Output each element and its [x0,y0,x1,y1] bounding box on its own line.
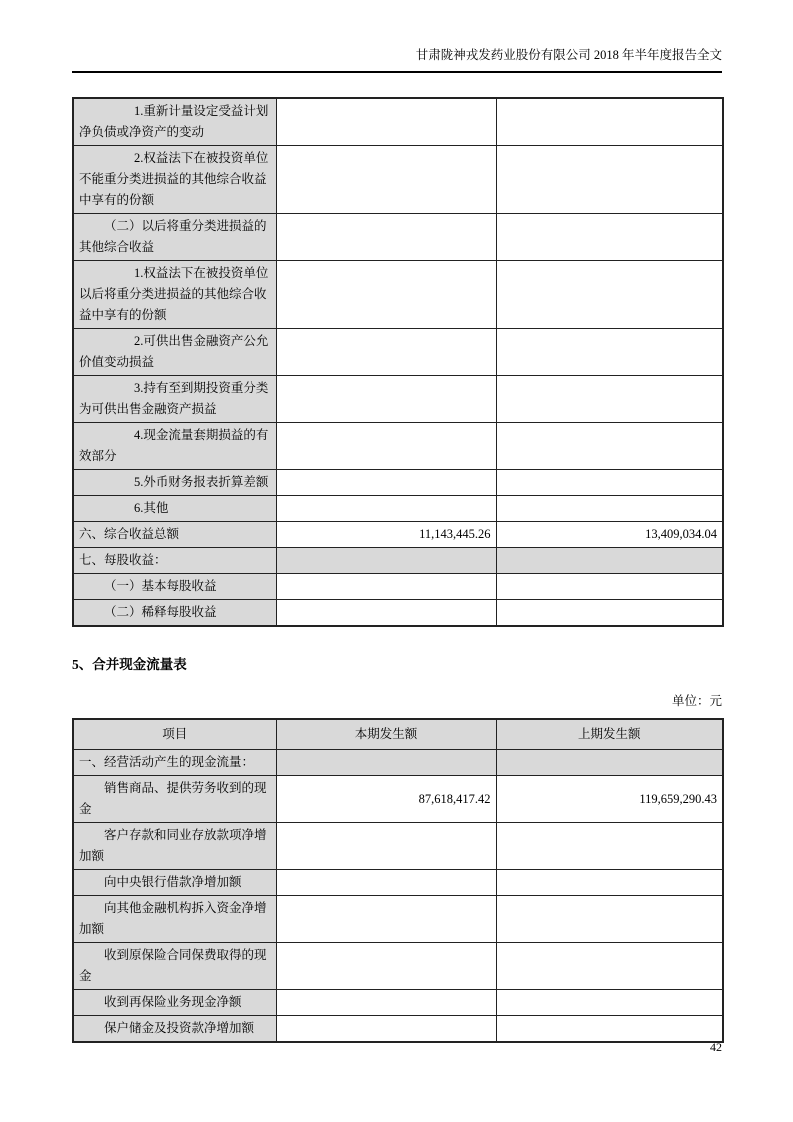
row-label: 3.持有至到期投资重分类为可供出售金融资产损益 [73,376,276,423]
table-row [73,600,723,627]
unit-label: 单位：元 [671,694,722,708]
current-period-value [276,261,496,329]
prior-period-value [496,496,723,522]
prior-period-value [496,376,723,423]
row-label: 1.重新计量设定受益计划净负债或净资产的变动 [73,98,276,146]
table-row-total-comprehensive-income [73,522,723,548]
prior-period-value [496,823,723,870]
row-label: 六、综合收益总额 [73,522,276,548]
prior-period-value [496,214,723,261]
row-label: 2.可供出售金融资产公允价值变动损益 [73,329,276,376]
table-row-sales-cash-received [73,776,723,823]
prior-period-value [496,470,723,496]
row-label: （一）基本每股收益 [73,574,276,600]
table-row [73,146,723,214]
prior-period-value [496,329,723,376]
row-label: 收到再保险业务现金净额 [73,990,276,1016]
current-period-value [276,870,496,896]
row-label: （二）稀释每股收益 [73,600,276,627]
current-period-value [276,376,496,423]
prior-period-value [496,548,723,574]
row-label: 收到原保险合同保费取得的现金 [73,943,276,990]
current-period-value [276,214,496,261]
row-label: （二）以后将重分类进损益的其他综合收益 [73,214,276,261]
cash-flow-table [72,718,724,1043]
prior-period-value [496,146,723,214]
row-label: 保户储金及投资款净增加额 [73,1016,276,1043]
current-period-value [276,1016,496,1043]
table-row [73,470,723,496]
row-label: 向中央银行借款净增加额 [73,870,276,896]
current-period-value: 87,618,417.42 [276,776,496,823]
prior-period-value [496,896,723,943]
row-label: 七、每股收益： [73,548,276,574]
prior-period-value [496,261,723,329]
row-label: 客户存款和同业存放款项净增加额 [73,823,276,870]
table-row [73,943,723,990]
table-row [73,261,723,329]
current-period-value [276,329,496,376]
current-period-value [276,470,496,496]
row-label: 5.外币财务报表折算差额 [73,470,276,496]
current-period-value: 11,143,445.26 [276,522,496,548]
header-item: 项目 [73,719,276,750]
prior-period-value [496,750,723,776]
table-row [73,1016,723,1043]
table-row [73,329,723,376]
table-row-section-operating-activities [73,750,723,776]
current-period-value [276,750,496,776]
table-row [73,423,723,470]
prior-period-value [496,574,723,600]
table-row [73,98,723,146]
table-row [73,896,723,943]
current-period-value [276,943,496,990]
prior-period-value [496,1016,723,1043]
current-period-value [276,990,496,1016]
current-period-value [276,98,496,146]
page-number: 42 [710,1040,722,1054]
row-label: 2.权益法下在被投资单位不能重分类进损益的其他综合收益中享有的份额 [73,146,276,214]
current-period-value [276,600,496,627]
row-label: 一、经营活动产生的现金流量： [73,750,276,776]
row-label: 向其他金融机构拆入资金净增加额 [73,896,276,943]
current-period-value [276,823,496,870]
prior-period-value: 13,409,034.04 [496,522,723,548]
current-period-value [276,896,496,943]
section-title: 5、合并现金流量表 [72,657,187,672]
table-row [73,214,723,261]
table-row [73,376,723,423]
header-current-period: 本期发生额 [276,719,496,750]
comprehensive-income-table [72,97,724,627]
row-label: 6.其他 [73,496,276,522]
report-header: 甘肃陇神戎发药业股份有限公司 2018 年半年度报告全文 [72,46,722,73]
prior-period-value [496,423,723,470]
prior-period-value [496,990,723,1016]
current-period-value [276,496,496,522]
table-row [73,823,723,870]
table-row [73,574,723,600]
row-label: 销售商品、提供劳务收到的现金 [73,776,276,823]
prior-period-value [496,600,723,627]
current-period-value [276,423,496,470]
current-period-value [276,146,496,214]
prior-period-value [496,98,723,146]
table-header-row [73,719,723,750]
prior-period-value: 119,659,290.43 [496,776,723,823]
current-period-value [276,548,496,574]
table-row [73,870,723,896]
table-row [73,496,723,522]
row-label: 4.现金流量套期损益的有效部分 [73,423,276,470]
table-row [73,990,723,1016]
prior-period-value [496,870,723,896]
header-prior-period: 上期发生额 [496,719,723,750]
current-period-value [276,574,496,600]
table-row-section-eps [73,548,723,574]
prior-period-value [496,943,723,990]
row-label: 1.权益法下在被投资单位以后将重分类进损益的其他综合收益中享有的份额 [73,261,276,329]
